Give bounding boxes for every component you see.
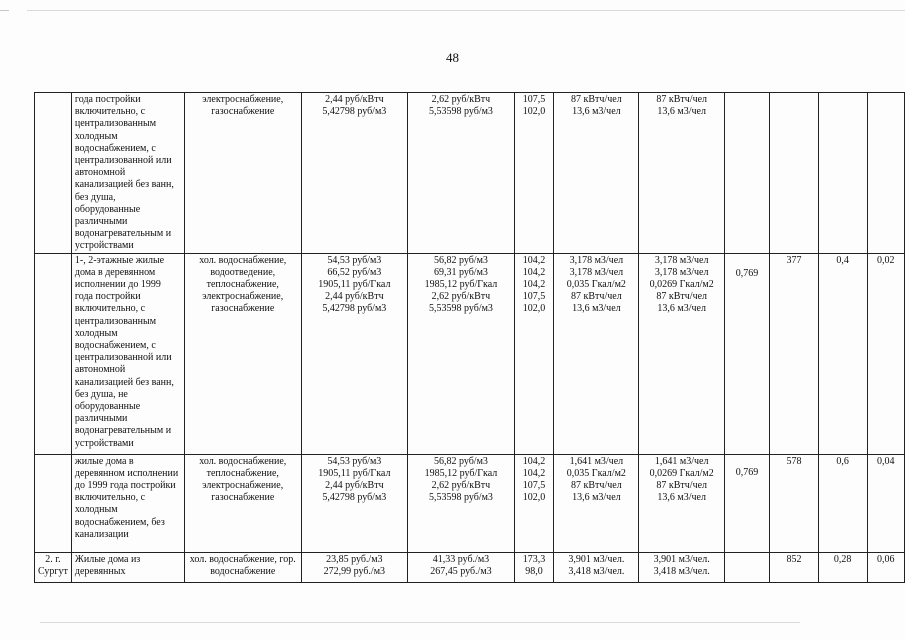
cell-norm-1: 1,641 м3/чел 0,035 Гкал/м2 87 кВтч/чел 13,6 м3/чел	[554, 454, 639, 552]
cell-coef: 0,769	[724, 454, 769, 552]
table-row	[35, 552, 905, 582]
cell-description: года постройки включительно, с централизованным холодным водоснабжением, с централизованной или автономной канализацией без ванн, без душа, оборудованные различными водонагревательным и устройствами	[71, 93, 184, 254]
cell-tariff-1: 2,44 руб/кВтч 5,42798 руб/м3	[301, 93, 408, 254]
cell-v3	[867, 93, 904, 254]
cell-v3: 0,04	[867, 454, 904, 552]
cell-tariff-1: 54,53 руб/м3 66,52 руб/м3 1905,11 руб/Гкал 2,44 руб/кВтч 5,42798 руб/м3	[301, 253, 408, 454]
cell-tariff-2: 2,62 руб/кВтч 5,53598 руб/м3	[408, 93, 515, 254]
cell-services: хол. водоснабжение, водоотведение, теплоснабжение, электроснабжение, газоснабжение	[184, 253, 301, 454]
cell-v1	[770, 93, 819, 254]
cell-no: 2. г. Сургут	[35, 552, 72, 582]
cell-v3: 0,06	[867, 552, 904, 582]
cell-index: 173,3 98,0	[514, 552, 553, 582]
scan-edge-line	[0, 10, 905, 11]
cell-v1: 578	[770, 454, 819, 552]
cell-norm-2: 1,641 м3/чел 0,0269 Гкал/м2 87 кВтч/чел 13,6 м3/чел	[639, 454, 724, 552]
cell-no	[35, 93, 72, 254]
cell-coef	[724, 552, 769, 582]
cell-tariff-1: 23,85 руб./м3 272,99 руб./м3	[301, 552, 408, 582]
table-row	[35, 253, 905, 454]
cell-tariff-2: 41,33 руб./м3 267,45 руб./м3	[408, 552, 515, 582]
table-row	[35, 93, 905, 254]
cell-tariff-2: 56,82 руб/м3 69,31 руб/м3 1985,12 руб/Гкал 2,62 руб/кВтч 5,53598 руб/м3	[408, 253, 515, 454]
cell-coef	[724, 93, 769, 254]
cell-norm-2: 3,178 м3/чел 3,178 м3/чел 0,0269 Гкал/м2 87 кВтч/чел 13,6 м3/чел	[639, 253, 724, 454]
cell-v2: 0,6	[818, 454, 867, 552]
cell-description: жилые дома в деревянном исполнении до 1999 года постройки включительно, с холодным водоснабжением, без канализации	[71, 454, 184, 552]
cell-v3: 0,02	[867, 253, 904, 454]
cell-tariff-2: 56,82 руб/м3 1985,12 руб/Гкал 2,62 руб/кВтч 5,53598 руб/м3	[408, 454, 515, 552]
cell-norm-1: 3,178 м3/чел 3,178 м3/чел 0,035 Гкал/м2 87 кВтч/чел 13,6 м3/чел	[554, 253, 639, 454]
cell-index: 107,5 102,0	[514, 93, 553, 254]
cell-norm-2: 3,901 м3/чел. 3,418 м3/чел.	[639, 552, 724, 582]
cell-index: 104,2 104,2 107,5 102,0	[514, 454, 553, 552]
cell-index: 104,2 104,2 104,2 107,5 102,0	[514, 253, 553, 454]
cell-services: хол. водоснабжение, теплоснабжение, электроснабжение, газоснабжение	[184, 454, 301, 552]
tariff-table	[34, 92, 905, 583]
cell-services: хол. водоснабжение, гор. водоснабжение	[184, 552, 301, 582]
cell-no	[35, 253, 72, 454]
cell-services: электроснабжение, газоснабжение	[184, 93, 301, 254]
cell-no	[35, 454, 72, 552]
cell-description: Жилые дома из деревянных	[71, 552, 184, 582]
cell-description: 1-, 2-этажные жилые дома в деревянном исполнении до 1999 года постройки включительно, с централизованным холодным водоснабжением, с централизованной или автономной канализацией без ванн, без душа, не оборудованные различными водонагревательным и устройствами	[71, 253, 184, 454]
cell-v2: 0,28	[818, 552, 867, 582]
cell-v1: 852	[770, 552, 819, 582]
cell-norm-2: 87 кВтч/чел 13,6 м3/чел	[639, 93, 724, 254]
scan-edge-line	[40, 622, 800, 623]
cell-norm-1: 3,901 м3/чел. 3,418 м3/чел.	[554, 552, 639, 582]
cell-tariff-1: 54,53 руб/м3 1905,11 руб/Гкал 2,44 руб/кВтч 5,42798 руб/м3	[301, 454, 408, 552]
cell-v1: 377	[770, 253, 819, 454]
cell-v2: 0,4	[818, 253, 867, 454]
table-row	[35, 454, 905, 552]
cell-coef: 0,769	[724, 253, 769, 454]
cell-v2	[818, 93, 867, 254]
page-number: 48	[446, 50, 459, 65]
cell-norm-1: 87 кВтч/чел 13,6 м3/чел	[554, 93, 639, 254]
